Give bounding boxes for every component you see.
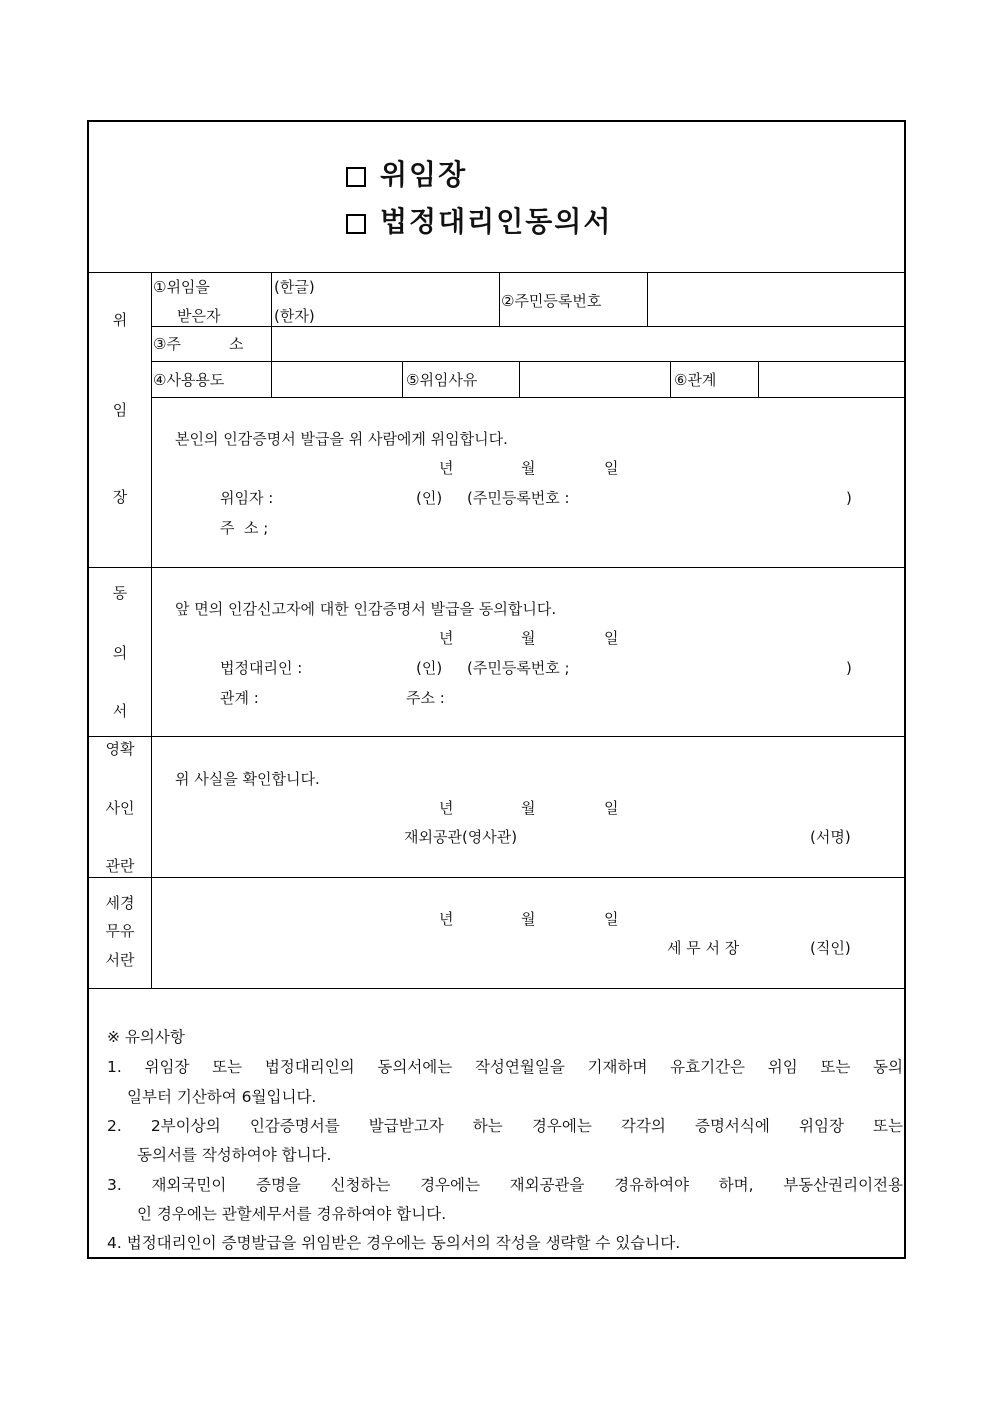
- side-label-tax-3: 서란: [105, 951, 135, 969]
- delegator-label: 위임자 :: [220, 489, 274, 507]
- purpose-label: ④사용용도: [153, 371, 225, 389]
- side-label-tax-1: 세경: [105, 894, 135, 912]
- divider-notes: [89, 988, 904, 989]
- title-delegation: 위임장: [380, 158, 468, 191]
- side-label-seo: 서: [112, 702, 128, 720]
- guardian-label: 법정대리인 :: [220, 659, 303, 677]
- note-item-1-cont: 일부터 기산하여 6월입니다.: [127, 1088, 317, 1106]
- date-month: 월: [521, 910, 536, 928]
- resident-no-label: ②주민등록번호: [501, 292, 602, 310]
- date-day: 일: [604, 629, 619, 647]
- date-day: 일: [604, 910, 619, 928]
- grantee-label: ①위임을: [153, 278, 210, 296]
- notes-heading: ※ 유의사항: [107, 1028, 185, 1046]
- consulate-office: 재외공관(영사관): [404, 828, 518, 846]
- title-guardian-consent: 법정대리인동의서: [380, 205, 613, 238]
- name-hanja-label: (한자): [274, 307, 315, 325]
- delegation-checkbox[interactable]: [346, 167, 366, 187]
- guardian-consent-checkbox[interactable]: [346, 214, 366, 234]
- note-item-2: 2. 2부이상의 인감증명서를 발급받고자 하는 경우에는 각각의 증명서식에 위임장 또는: [107, 1117, 903, 1135]
- official-seal-mark: (직인): [810, 939, 851, 957]
- side-label-tax-2: 무유: [105, 922, 135, 940]
- close-paren: ): [846, 489, 852, 507]
- resident-no-open: (주민등록번호 :: [467, 489, 570, 507]
- date-month: 월: [521, 459, 536, 477]
- date-day: 일: [604, 459, 619, 477]
- date-year: 년: [439, 629, 454, 647]
- note-item-3: 3. 재외국민이 증명을 신청하는 경우에는 재외공관을 경유하여야 하며, 부동산권리이전용: [107, 1176, 903, 1194]
- date-year: 년: [439, 799, 454, 817]
- note-item-3-cont: 인 경우에는 관할세무서를 경유하여야 합니다.: [137, 1205, 447, 1223]
- date-year: 년: [439, 459, 454, 477]
- delegator-address-label: 주 소 ;: [220, 519, 269, 537]
- divider-consent: [89, 567, 904, 568]
- divider-tax: [89, 877, 904, 878]
- address-label-so: 소: [229, 335, 244, 353]
- col-divider-label: [271, 272, 272, 397]
- delegation-form: [87, 120, 906, 1259]
- side-label-consulate-3: 관란: [105, 857, 135, 875]
- col-divider-resident: [647, 272, 648, 326]
- side-label-consulate-1: 영확: [105, 740, 135, 758]
- grantee-label-2: 받은자: [177, 307, 221, 325]
- divider-row3: [151, 397, 904, 398]
- note-item-2-cont: 동의서를 작성하여야 합니다.: [137, 1146, 332, 1164]
- side-label-wi: 위: [112, 311, 128, 329]
- tax-office-head: 세 무 서 장: [667, 939, 740, 957]
- seal-mark: (인): [416, 659, 443, 677]
- note-item-4: 4. 법정대리인이 증명발급을 위임받은 경우에는 동의서의 작성을 생략할 수 있습니다.: [107, 1234, 681, 1252]
- col-divider-relation: [758, 361, 759, 397]
- consulate-statement: 위 사실을 확인합니다.: [175, 770, 320, 788]
- date-year: 년: [439, 910, 454, 928]
- col-divider-reason: [670, 361, 671, 397]
- side-label-consulate-2: 사인: [105, 799, 135, 817]
- side-label-dong: 동: [112, 584, 128, 602]
- col-divider-reason-label: [519, 361, 520, 397]
- side-label-im: 임: [112, 401, 128, 419]
- signature-mark: (서명): [810, 828, 851, 846]
- note-item-1: 1. 위임장 또는 법정대리인의 동의서에는 작성연월일을 기재하며 유효기간은 위임 또는 동의: [107, 1058, 903, 1076]
- delegation-statement: 본인의 인감증명서 발급을 위 사람에게 위임합니다.: [175, 430, 508, 448]
- col-divider-name: [499, 272, 500, 326]
- name-korean-label: (한글): [274, 278, 315, 296]
- divider-consulate: [89, 736, 904, 737]
- date-month: 월: [521, 799, 536, 817]
- date-month: 월: [521, 629, 536, 647]
- relation-label: ⑥관계: [674, 371, 717, 389]
- guardian-relation-label: 관계 :: [220, 689, 259, 707]
- reason-label: ⑤위임사유: [406, 371, 478, 389]
- side-label-jang: 장: [112, 488, 128, 506]
- seal-mark: (인): [416, 489, 443, 507]
- close-paren: ): [846, 659, 852, 677]
- resident-no-open: (주민등록번호 ;: [467, 659, 570, 677]
- side-label-ui: 의: [112, 644, 128, 662]
- divider-row2: [151, 361, 904, 362]
- address-label: ③주: [153, 335, 181, 353]
- side-column-divider: [151, 272, 152, 988]
- consent-statement: 앞 면의 인감신고자에 대한 인감증명서 발급을 동의합니다.: [175, 600, 557, 618]
- divider-row1: [151, 326, 904, 327]
- guardian-address-label: 주소 :: [406, 689, 445, 707]
- divider-title: [89, 272, 904, 273]
- date-day: 일: [604, 799, 619, 817]
- col-divider-purpose: [402, 361, 403, 397]
